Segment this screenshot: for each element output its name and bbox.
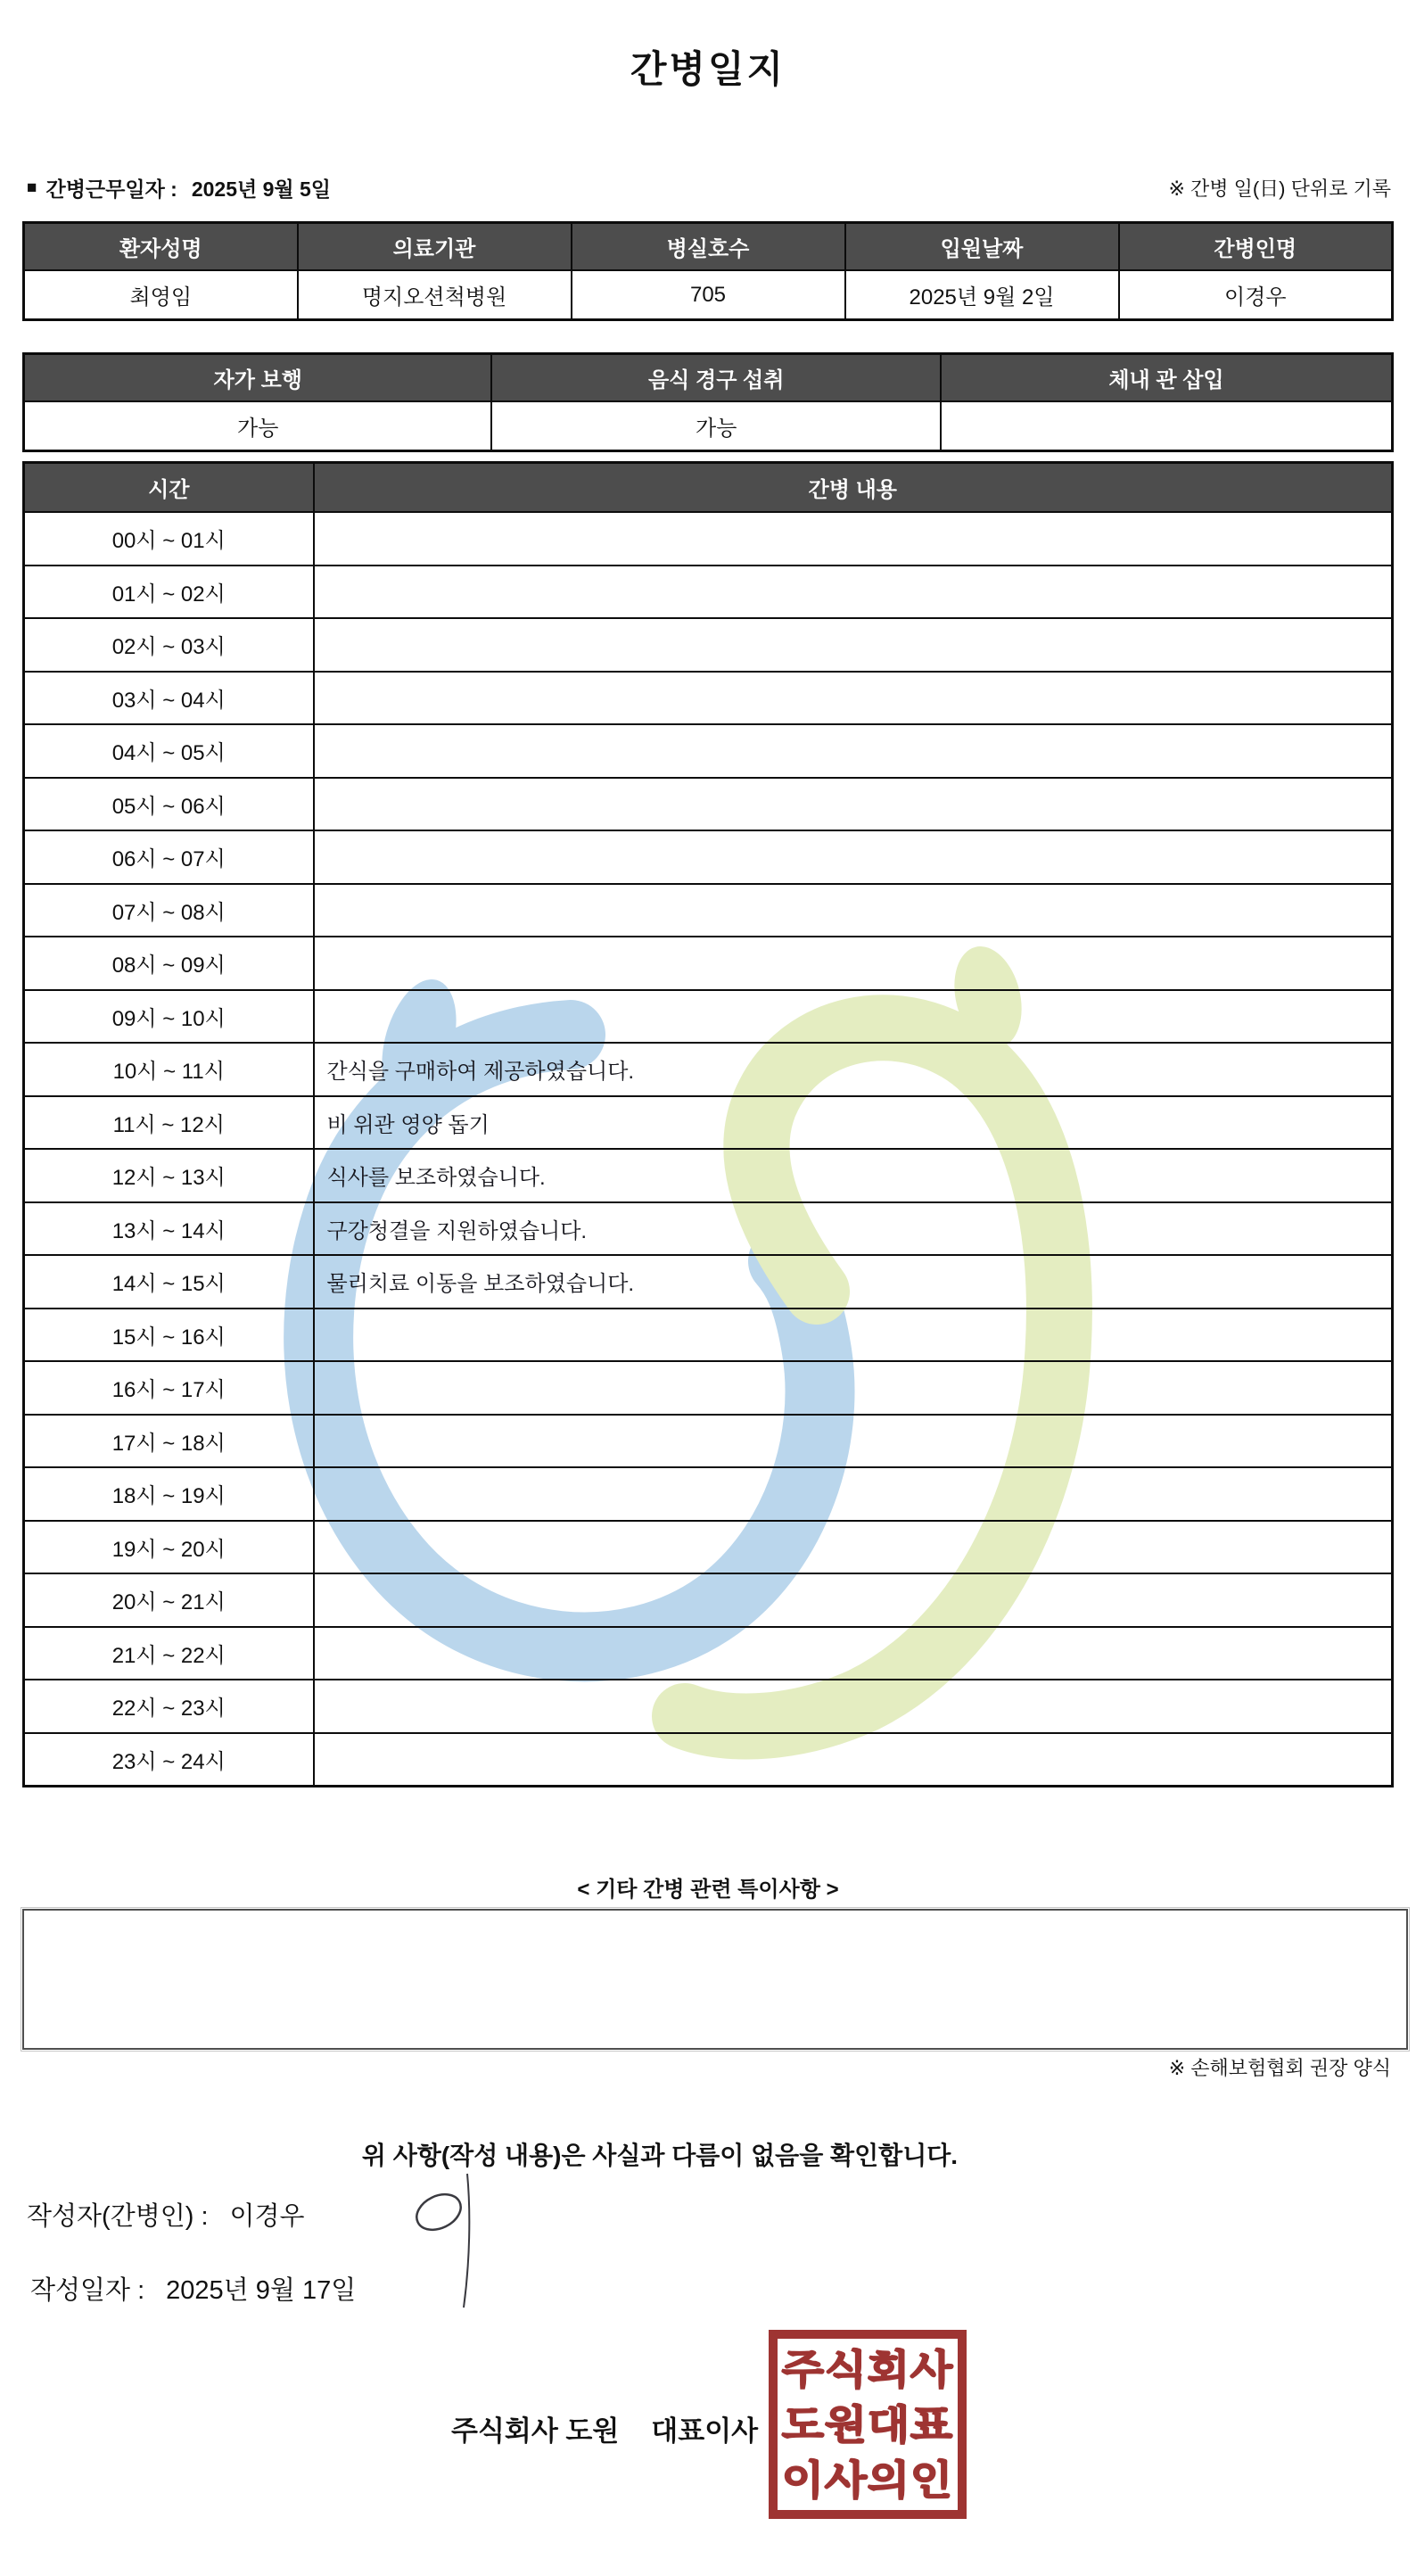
care-row-time: 20시 ~ 21시 — [24, 1573, 314, 1627]
care-header-row — [24, 463, 1393, 513]
care-row — [24, 566, 1393, 619]
writer-name: 이경우 — [229, 2202, 305, 2231]
care-row — [24, 884, 1393, 937]
care-row-time: 21시 ~ 22시 — [24, 1627, 314, 1680]
time-column-header: 시간 — [24, 463, 314, 513]
care-row — [24, 1680, 1393, 1733]
care-row-content — [314, 1521, 1393, 1574]
care-row-content — [314, 1361, 1393, 1415]
care-row-content — [314, 937, 1393, 990]
care-row-time: 19시 ~ 20시 — [24, 1521, 314, 1574]
care-row-time: 01시 ~ 02시 — [24, 566, 314, 619]
company-line — [451, 2408, 758, 2448]
care-row-content — [314, 1415, 1393, 1468]
patient-name-header: 환자성명 — [24, 223, 298, 271]
care-row-time: 07시 ~ 08시 — [24, 884, 314, 937]
work-date-value: 2025년 9월 5일 — [191, 178, 332, 201]
room-header: 병실호수 — [572, 223, 845, 271]
care-row-content — [314, 618, 1393, 672]
care-row — [24, 1202, 1393, 1256]
corporate-seal-stamp — [769, 2330, 967, 2519]
care-row-content — [314, 512, 1393, 566]
care-row-time: 12시 ~ 13시 — [24, 1149, 314, 1202]
oral-intake-value: 가능 — [491, 401, 940, 451]
written-date-line — [30, 2270, 356, 2307]
writer-line — [27, 2196, 305, 2233]
self-walking-header: 자가 보행 — [24, 354, 492, 402]
handwritten-signature — [412, 2163, 497, 2319]
care-row — [24, 1255, 1393, 1309]
seal-row: 이사의인 — [781, 2456, 954, 2503]
care-row — [24, 1149, 1393, 1202]
tube-insertion-header: 체내 관 삽입 — [941, 354, 1393, 402]
care-row-time: 03시 ~ 04시 — [24, 672, 314, 725]
care-row-time: 17시 ~ 18시 — [24, 1415, 314, 1468]
written-date-value: 2025년 9월 17일 — [166, 2276, 357, 2305]
care-row-time: 13시 ~ 14시 — [24, 1202, 314, 1256]
care-row-time: 04시 ~ 05시 — [24, 724, 314, 778]
care-row-time: 02시 ~ 03시 — [24, 618, 314, 672]
seal-row: 주식회사 — [781, 2346, 954, 2392]
patient-header-row — [24, 223, 1393, 271]
care-row-time: 16시 ~ 17시 — [24, 1361, 314, 1415]
writer-label: 작성자(간병인) : — [27, 2202, 209, 2231]
care-row — [24, 937, 1393, 990]
company-role: 대표이사 — [651, 2415, 759, 2447]
care-row — [24, 1043, 1393, 1096]
caregiver-header: 간병인명 — [1119, 223, 1393, 271]
care-row-content: 구강청결을 지원하였습니다. — [314, 1202, 1393, 1256]
care-row-time: 18시 ~ 19시 — [24, 1467, 314, 1521]
bullet-square-icon: ■ — [27, 178, 37, 197]
patient-info-table — [22, 221, 1394, 321]
care-row-time: 23시 ~ 24시 — [24, 1733, 314, 1787]
confirmation-statement: 위 사항(작성 내용)은 사실과 다름이 없음을 확인합니다. — [361, 2142, 959, 2169]
meta-row — [27, 173, 1391, 202]
admission-date-value: 2025년 9월 2일 — [845, 270, 1119, 320]
care-row — [24, 724, 1393, 778]
oral-intake-header: 음식 경구 섭취 — [491, 354, 940, 402]
care-row-content — [314, 724, 1393, 778]
care-row-content: 물리치료 이동을 보조하였습니다. — [314, 1255, 1393, 1309]
company-name: 주식회사 도원 — [451, 2415, 620, 2447]
self-walking-value: 가능 — [24, 401, 492, 451]
care-row — [24, 1467, 1393, 1521]
care-row-content — [314, 1309, 1393, 1362]
care-row-content — [314, 566, 1393, 619]
status-value-row — [24, 401, 1393, 451]
caregiver-value: 이경우 — [1119, 270, 1393, 320]
care-row-time: 09시 ~ 10시 — [24, 990, 314, 1044]
care-row-content: 간식을 구매하여 제공하였습니다. — [314, 1043, 1393, 1096]
care-row-content — [314, 672, 1393, 725]
care-row-time: 10시 ~ 11시 — [24, 1043, 314, 1096]
care-row-content — [314, 1733, 1393, 1787]
care-row — [24, 618, 1393, 672]
care-row-time: 22시 ~ 23시 — [24, 1680, 314, 1733]
room-value: 705 — [572, 270, 845, 320]
care-row — [24, 1521, 1393, 1574]
admission-date-header: 입원날짜 — [845, 223, 1119, 271]
care-row — [24, 1627, 1393, 1680]
work-date-line — [27, 173, 331, 202]
care-content-column-header: 간병 내용 — [314, 463, 1393, 513]
care-row — [24, 1096, 1393, 1150]
written-date-label: 작성일자 : — [30, 2276, 145, 2305]
patient-value-row — [24, 270, 1393, 320]
care-row-time: 08시 ~ 09시 — [24, 937, 314, 990]
record-unit-note: ※ 간병 일(日) 단위로 기록 — [1168, 178, 1391, 200]
care-row-time: 15시 ~ 16시 — [24, 1309, 314, 1362]
care-row-time: 11시 ~ 12시 — [24, 1096, 314, 1150]
hospital-value: 명지오션척병원 — [298, 270, 572, 320]
care-row — [24, 512, 1393, 566]
recommended-form-note: ※ 손해보험협회 권장 양식 — [1168, 2057, 1391, 2079]
care-row — [24, 1733, 1393, 1787]
care-row-content — [314, 1467, 1393, 1521]
care-row-time: 14시 ~ 15시 — [24, 1255, 314, 1309]
care-row — [24, 672, 1393, 725]
care-row-time: 06시 ~ 07시 — [24, 830, 314, 884]
care-row — [24, 1309, 1393, 1362]
care-row-content — [314, 1573, 1393, 1627]
extras-section-title: < 기타 간병 관련 특이사항 > — [577, 1878, 839, 1902]
hospital-header: 의료기관 — [298, 223, 572, 271]
hourly-care-table — [22, 461, 1394, 1788]
extras-notes-box — [22, 1909, 1408, 2050]
work-date-label: 간병근무일자 : — [45, 178, 177, 201]
care-row-content — [314, 830, 1393, 884]
care-row — [24, 1361, 1393, 1415]
care-row-content — [314, 990, 1393, 1044]
care-row — [24, 1415, 1393, 1468]
patient-name-value: 최영임 — [24, 270, 298, 320]
seal-row: 도원대표 — [781, 2401, 954, 2448]
status-header-row — [24, 354, 1393, 402]
care-row-content — [314, 884, 1393, 937]
care-row — [24, 830, 1393, 884]
care-row — [24, 990, 1393, 1044]
tube-insertion-value — [941, 401, 1393, 451]
care-row-time: 05시 ~ 06시 — [24, 778, 314, 831]
care-row — [24, 778, 1393, 831]
patient-status-table — [22, 352, 1394, 452]
care-row-content — [314, 1680, 1393, 1733]
care-row — [24, 1573, 1393, 1627]
page-title: 간병일지 — [630, 48, 786, 90]
care-row-content — [314, 778, 1393, 831]
care-row-content — [314, 1627, 1393, 1680]
care-row-content: 식사를 보조하였습니다. — [314, 1149, 1393, 1202]
care-row-content: 비 위관 영양 돕기 — [314, 1096, 1393, 1150]
care-row-time: 00시 ~ 01시 — [24, 512, 314, 566]
